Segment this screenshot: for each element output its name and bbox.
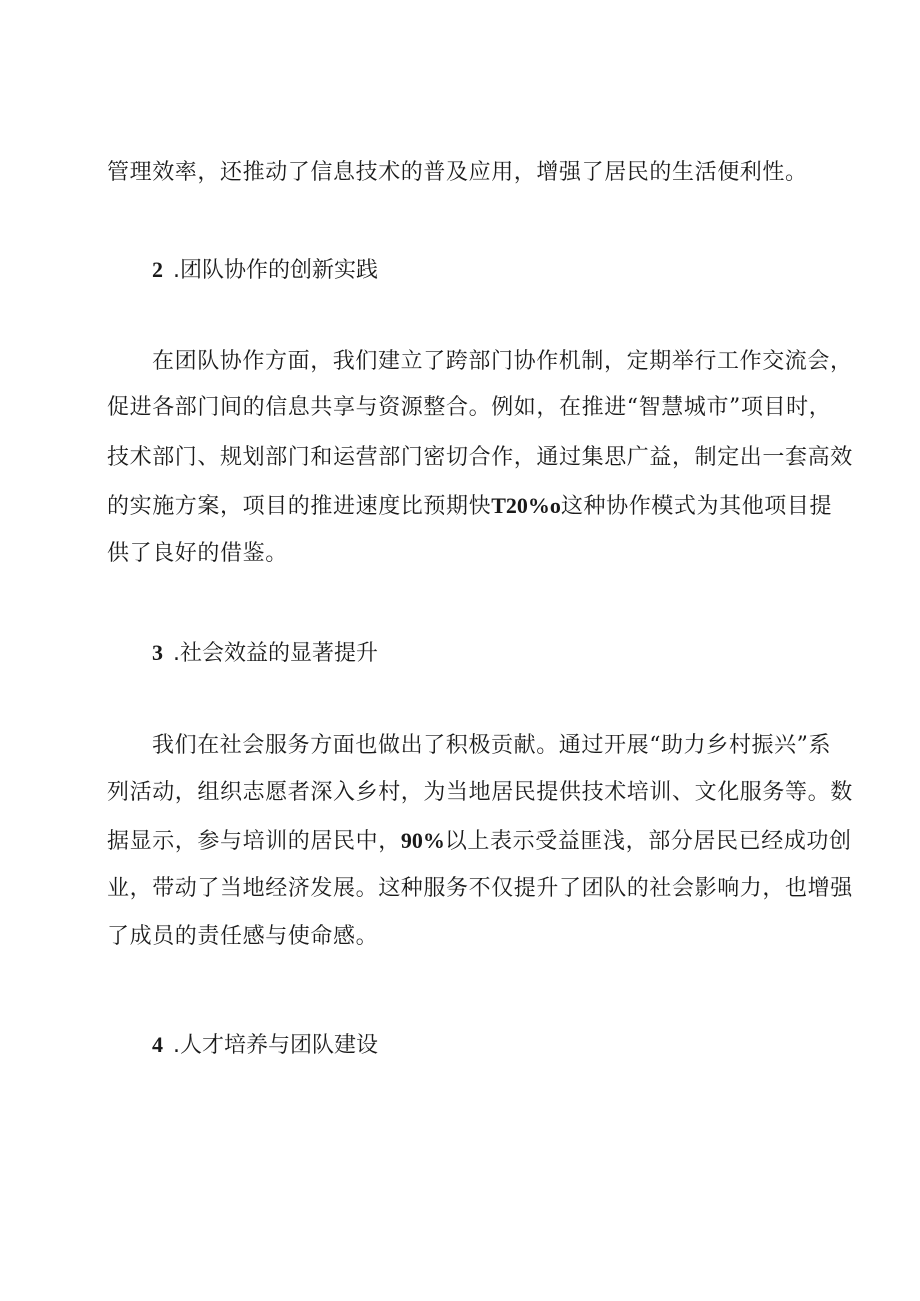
section-3-line-3-end: 以上表示受益匪浅，部分居民已经成功创 bbox=[444, 829, 852, 854]
section-3-line-3 bbox=[107, 826, 852, 857]
intro-line-1: 管理效率，还推动了信息技术的普及应用，增强了居民的生活便利性。 bbox=[107, 160, 808, 185]
section-2-line-4-start: 的实施方案，项目的推进速度比预期快 bbox=[107, 494, 492, 519]
section-4-number: 4 bbox=[152, 1032, 163, 1057]
section-2-number: 2 bbox=[152, 257, 163, 282]
section-2-line-1: 在团队协作方面，我们建立了跨部门协作机制，定期举行工作交流会， bbox=[152, 349, 853, 374]
section-4-title: .人才培养与团队建设 bbox=[173, 1033, 378, 1058]
section-2-line-5: 供了良好的借鉴。 bbox=[107, 541, 288, 566]
section-2-heading bbox=[152, 255, 378, 286]
section-3-highlight: 90% bbox=[400, 828, 445, 853]
section-2-line-4 bbox=[107, 491, 833, 522]
section-2-line-2: 促进各部门间的信息共享与资源整合。例如，在推进“智慧城市”项目时， bbox=[107, 395, 832, 420]
section-2-highlight: T20%o bbox=[491, 493, 561, 518]
section-2-title: .团队协作的创新实践 bbox=[173, 258, 378, 283]
section-3-title: .社会效益的显著提升 bbox=[173, 641, 378, 666]
section-2-line-4-end: 这种协作模式为其他项目提 bbox=[560, 494, 833, 519]
section-4-heading bbox=[152, 1030, 378, 1061]
section-3-line-1: 我们在社会服务方面也做出了积极贡献。通过开展“助力乡村振兴”系 bbox=[152, 733, 832, 758]
section-2-line-3: 技术部门、规划部门和运营部门密切合作，通过集思广益，制定出一套高效 bbox=[107, 445, 853, 470]
section-3-number: 3 bbox=[152, 640, 163, 665]
section-3-line-5: 了成员的责任感与使命感。 bbox=[107, 924, 379, 949]
section-3-line-2: 列活动，组织志愿者深入乡村，为当地居民提供技术培训、文化服务等。数 bbox=[107, 780, 853, 805]
section-3-line-4: 业，带动了当地经济发展。这种服务不仅提升了团队的社会影响力，也增强 bbox=[107, 876, 853, 901]
section-3-heading bbox=[152, 638, 378, 669]
section-3-line-3-start: 据显示，参与培训的居民中， bbox=[107, 829, 401, 854]
